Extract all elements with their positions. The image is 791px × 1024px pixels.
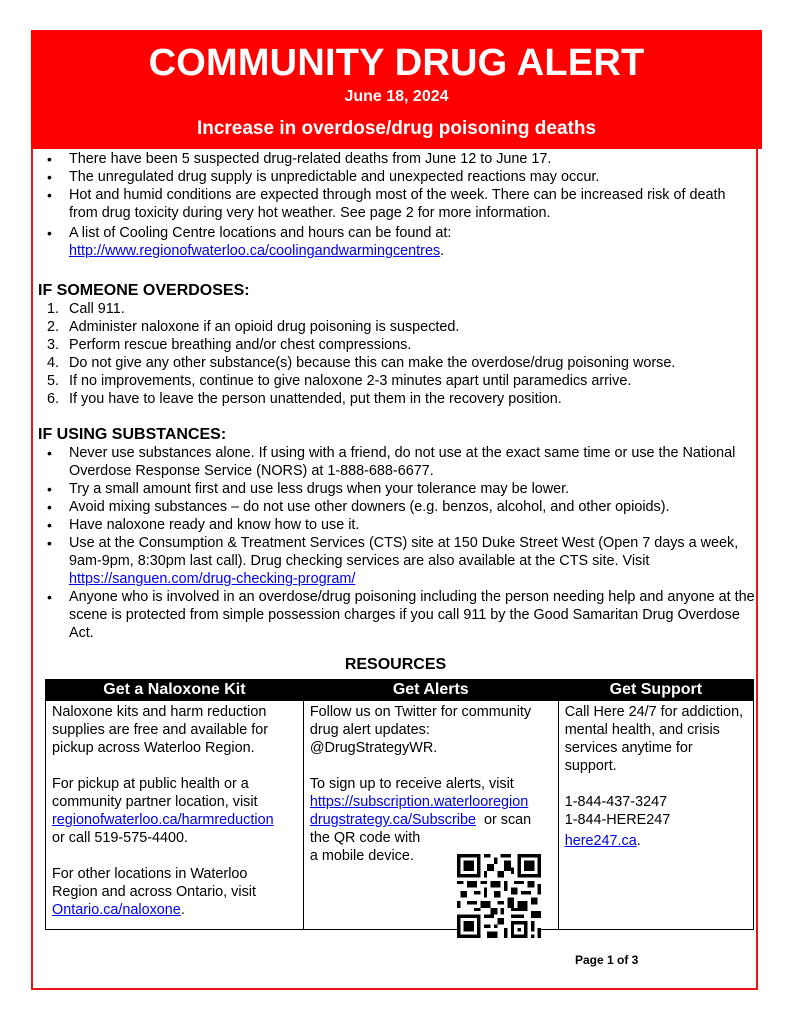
alerts-scan-text: or scan xyxy=(483,812,532,828)
list-item xyxy=(38,224,758,260)
period: . xyxy=(440,243,445,259)
ontario-naloxone-link[interactable]: Ontario.ca/naloxone xyxy=(52,902,181,918)
support-phone-2: 1-844-HERE247 xyxy=(564,812,671,828)
list-item: • Have naloxone ready and know how to use it. xyxy=(38,516,758,534)
list-item xyxy=(38,300,758,318)
list-item: • There have been 5 suspected drug-related deaths from June 12 to June 17. xyxy=(38,150,758,168)
step-text: Do not give any other substance(s) because this can make the overdose/drug poisoning worse. xyxy=(69,355,676,371)
naloxone-header: Get a Naloxone Kit xyxy=(46,680,304,701)
alerts-signup xyxy=(310,775,552,865)
alert-date: June 18, 2024 xyxy=(344,88,449,105)
alerts-signup-text: To sign up to receive alerts, visit xyxy=(309,776,514,792)
naloxone-ontario-text: For other locations in Waterloo Region and across Ontario, visit xyxy=(52,866,256,900)
step-number: 1. xyxy=(47,301,60,317)
support-cell xyxy=(558,701,753,930)
step-number: 4. xyxy=(47,355,60,371)
cooling-text: A list of Cooling Centre locations and hours can be found at: xyxy=(69,225,452,241)
alerts-header: Get Alerts xyxy=(303,680,558,701)
list-item xyxy=(38,318,758,336)
list-item xyxy=(38,336,758,354)
list-item xyxy=(38,372,758,390)
main-content xyxy=(38,150,758,642)
intro-list xyxy=(38,150,758,260)
step-number: 2. xyxy=(47,319,60,335)
cts-text: Use at the Consumption & Treatment Services (CTS) site at 150 Duke Street West (Open 7 days a week, 9am-9pm, 8:30pm last call). Drug checking services are also available at the CTS site. Visit xyxy=(69,535,739,569)
step-number: 5. xyxy=(47,373,60,389)
naloxone-phone: or call 519-575-4400. xyxy=(52,830,189,846)
list-item: • Avoid mixing substances – do not use other downers (e.g. benzos, alcohol, and other opioids). xyxy=(38,498,758,516)
alerts-twitter: Follow us on Twitter for community drug alert updates: @DrugStrategyWR. xyxy=(309,704,532,756)
substances-heading: IF USING SUBSTANCES: xyxy=(38,426,227,443)
naloxone-intro: Naloxone kits and harm reduction supplies are free and available for pickup across Waterloo Region. xyxy=(52,704,268,756)
alert-subtitle: Increase in overdose/drug poisoning deaths xyxy=(196,118,597,139)
list-item: • Hot and humid conditions are expected through most of the week. There can be increased risk of death from drug toxicity during very hot weather. See page 2 for more information. xyxy=(38,186,758,222)
list-item xyxy=(38,534,758,588)
step-number: 3. xyxy=(47,337,60,353)
naloxone-pickup xyxy=(52,775,297,847)
harm-reduction-link[interactable]: regionofwaterloo.ca/harmreduction xyxy=(52,812,274,828)
step-number: 6. xyxy=(47,391,60,407)
resources-table xyxy=(45,679,754,930)
qr-code-icon[interactable] xyxy=(457,854,541,938)
subscription-link-cont[interactable]: drugstrategy.ca/Subscribe xyxy=(309,812,476,828)
step-text: If you have to leave the person unattended, put them in the recovery position. xyxy=(69,391,562,407)
step-text: Call 911. xyxy=(69,301,125,317)
step-text: Administer naloxone if an opioid drug poisoning is suspected. xyxy=(69,319,460,335)
substances-list xyxy=(38,444,758,642)
list-item: • Try a small amount first and use less drugs when your tolerance may be lower. xyxy=(38,480,758,498)
list-item: • Never use substances alone. If using with a friend, do not use at the exact same time or use the National Overdose Response Service (NORS) at 1-888-688-6677. xyxy=(38,444,758,480)
here247-link[interactable]: here247.ca xyxy=(564,833,637,849)
alert-title: COMMUNITY DRUG ALERT xyxy=(148,42,645,84)
period: . xyxy=(636,833,641,849)
step-text: If no improvements, continue to give naloxone 2-3 minutes apart until paramedics arrive. xyxy=(69,373,632,389)
page-number: Page 1 of 3 xyxy=(575,953,639,967)
naloxone-pickup-text: For pickup at public health or a community partner location, visit xyxy=(52,776,258,810)
naloxone-ontario xyxy=(52,865,297,919)
overdose-heading: IF SOMEONE OVERDOSES: xyxy=(38,282,250,299)
support-link-line xyxy=(565,832,747,850)
list-item xyxy=(38,390,758,408)
overdose-steps xyxy=(38,300,758,408)
support-header: Get Support xyxy=(558,680,753,701)
alert-banner xyxy=(31,30,762,149)
period: . xyxy=(180,902,185,918)
alerts-qr-text: the QR code with xyxy=(309,830,421,846)
list-item: • The unregulated drug supply is unpredictable and unexpected reactions may occur. xyxy=(38,168,758,186)
support-intro: Call Here 24/7 for addiction, mental health, and crisis services anytime for support. xyxy=(564,704,744,774)
alerts-cell xyxy=(303,701,558,930)
naloxone-cell xyxy=(46,701,304,930)
list-item xyxy=(38,354,758,372)
support-phone-1: 1-844-437-3247 xyxy=(564,794,668,810)
subscription-link[interactable]: https://subscription.waterlooregion xyxy=(309,794,529,810)
alerts-device-text: a mobile device. xyxy=(309,848,414,864)
step-text: Perform rescue breathing and/or chest compressions. xyxy=(69,337,412,353)
cooling-centres-link[interactable]: http://www.regionofwaterloo.ca/coolingandwarmingcentres xyxy=(69,243,441,259)
list-item: • Anyone who is involved in an overdose/drug poisoning including the person needing help and anyone at the scene is protected from simple possession charges if you call 911 by the Good Samaritan Drug Overdose Act. xyxy=(38,588,758,642)
drug-checking-link[interactable]: https://sanguen.com/drug-checking-program/ xyxy=(69,571,356,587)
resources-title: RESOURCES xyxy=(344,656,447,673)
